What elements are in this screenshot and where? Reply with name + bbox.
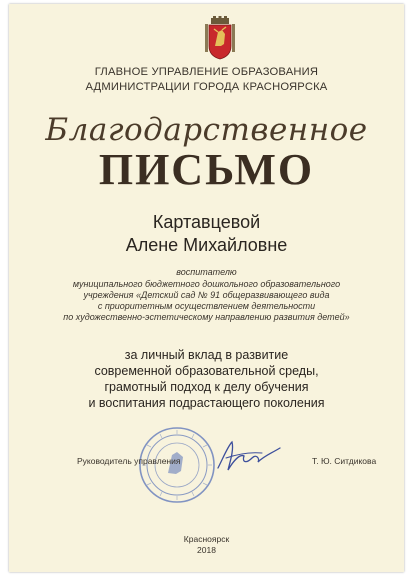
- reason-line: и воспитания подрастающего поколения: [88, 396, 325, 410]
- organization-line-1: ГЛАВНОЕ УПРАВЛЕНИЕ ОБРАЗОВАНИЯ: [94, 66, 319, 78]
- organization-line-2: АДМИНИСТРАЦИИ ГОРОДА КРАСНОЯРСКА: [85, 81, 328, 93]
- position-line: муниципального бюджетного дошкольного образовательного: [72, 279, 341, 289]
- position-line: по художественно-эстетическому направлению развития детей»: [63, 312, 350, 322]
- position-line: воспитателю: [176, 267, 237, 277]
- title-main: ПИСЬМО: [98, 145, 315, 194]
- reason-line: за личный вклад в развитие: [124, 348, 289, 362]
- recipient-given-names: Алене Михайловне: [125, 235, 288, 255]
- title-script: Благодарственное: [45, 112, 368, 148]
- reason-line: грамотный подход к делу обучения: [104, 380, 309, 394]
- footer-year: 2018: [197, 545, 216, 555]
- signatory-title: Руководитель управления: [77, 456, 181, 466]
- position-line: с приоритетным осуществлением деятельности: [97, 301, 316, 311]
- reason-line: современной образовательной среды,: [94, 364, 319, 378]
- coat-of-arms-icon: [204, 16, 236, 60]
- handwritten-signature: [214, 436, 286, 476]
- position-line: учреждения «Детский сад № 91 общеразвивающего вида: [83, 290, 330, 300]
- recipient-surname: Картавцевой: [152, 212, 261, 232]
- signatory-name: Т. Ю. Ситдикова: [312, 456, 377, 466]
- certificate-sheet: [9, 4, 404, 572]
- footer-city: Красноярск: [183, 534, 230, 544]
